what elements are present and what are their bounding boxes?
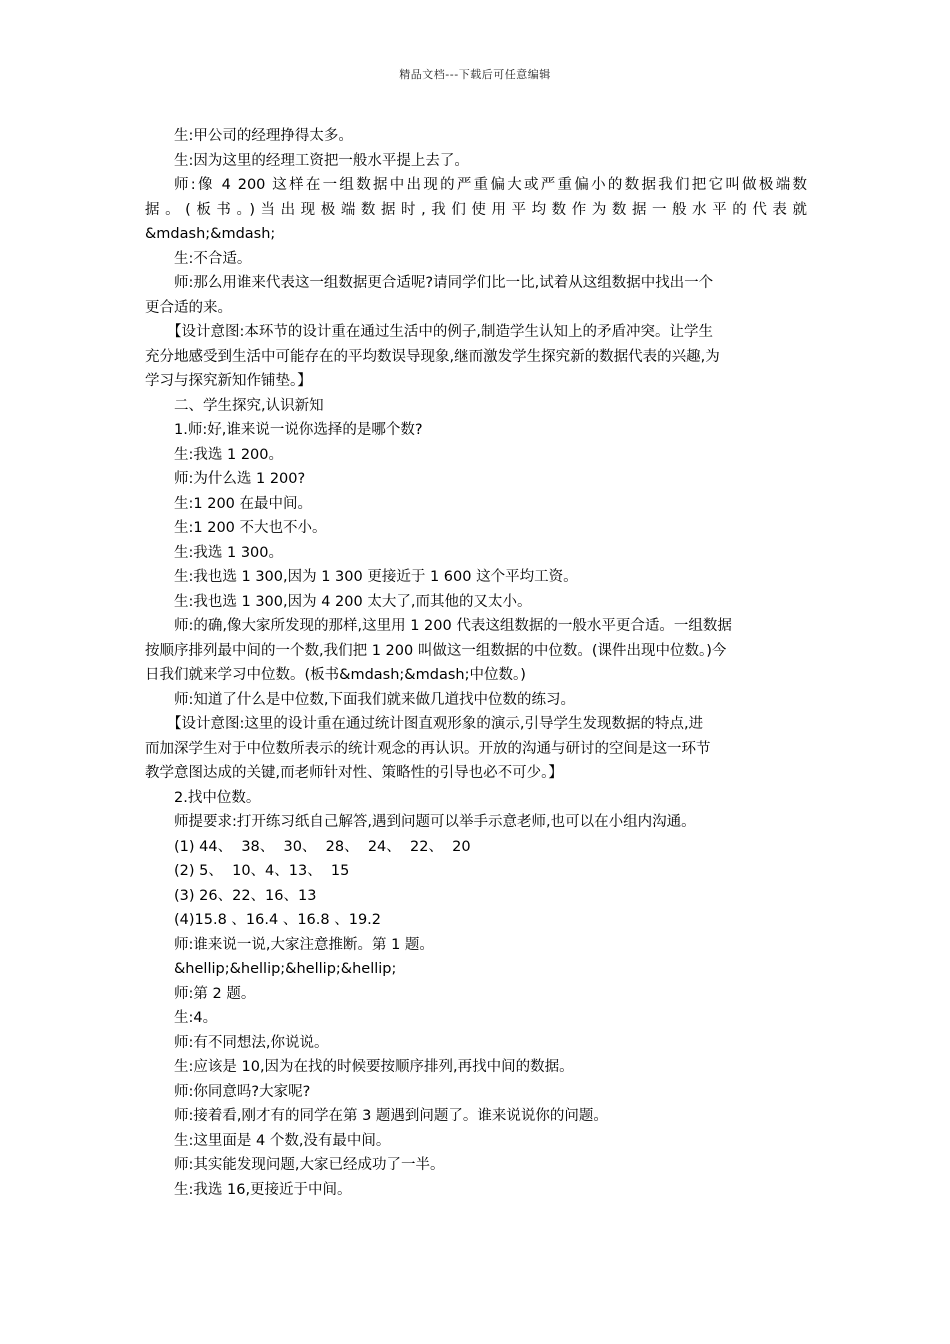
text-line: 更合适的来。: [145, 299, 232, 316]
text-line: 师:的确,像大家所发现的那样,这里用 1 200 代表这组数据的一般水平更合适。一组数据: [174, 618, 732, 634]
design-intent-line: 教学意图达成的关键,而老师针对性、策略性的引导也必不可少。】: [145, 765, 563, 781]
text-line: 据。(板书。)当出现极端数据时,我们使用平均数作为数据一般水平的代表就: [145, 201, 807, 218]
text-line: 生:我选 1 200。: [174, 446, 284, 463]
text-line: 师提要求:打开练习纸自己解答,遇到问题可以举手示意老师,也可以在小组内沟通。: [174, 814, 696, 830]
text-line: 生:4。: [174, 1010, 218, 1026]
document-body: [145, 124, 807, 1202]
section-heading: 二、学生探究,认识新知: [174, 397, 324, 414]
text-line: 生:我选 16,更接近于中间。: [174, 1181, 352, 1198]
design-intent-line: 而加深学生对于中位数所表示的统计观念的再认识。开放的沟通与研讨的空间是这一环节: [145, 740, 711, 757]
text-line: &hellip;&hellip;&hellip;&hellip;: [174, 961, 397, 977]
section-heading: 2.找中位数。: [174, 789, 261, 806]
text-line: 师:接着看,刚才有的同学在第 3 题遇到问题了。谁来说说你的问题。: [174, 1108, 608, 1124]
design-intent-line: 学习与探究新知作铺垫。】: [145, 373, 312, 389]
text-line: &mdash;&mdash;: [145, 226, 276, 242]
page-header: 精品文档---下载后可任意编辑: [399, 68, 551, 81]
text-line: 生:因为这里的经理工资把一般水平提上去了。: [174, 152, 469, 169]
text-line: 师:第 2 题。: [174, 985, 256, 1002]
text-line: 生:我也选 1 300,因为 4 200 太大了,而其他的又太小。: [174, 593, 532, 610]
text-line: 生:1 200 不大也不小。: [174, 520, 327, 536]
exercise-item: (3) 26、22、16、13: [174, 887, 317, 904]
text-line: 生:我选 1 300。: [174, 544, 284, 561]
text-line: 师:谁来说一说,大家注意推断。第 1 题。: [174, 936, 434, 953]
text-line: 师:为什么选 1 200?: [174, 471, 306, 487]
text-line: 生:这里面是 4 个数,没有最中间。: [174, 1132, 391, 1149]
text-line: 师:其实能发现问题,大家已经成功了一半。: [174, 1157, 445, 1173]
text-line: 日我们就来学习中位数。(板书&mdash;&mdash;中位数。): [145, 667, 526, 683]
exercise-item: (1) 44、 38、 30、 28、 24、 22、 20: [174, 838, 471, 855]
text-line: 师:你同意吗?大家呢?: [174, 1083, 311, 1100]
exercise-item: (2) 5、 10、4、13、 15: [174, 863, 350, 879]
text-line: 1.师:好,谁来说一说你选择的是哪个数?: [174, 422, 423, 438]
text-line: 师:知道了什么是中位数,下面我们就来做几道找中位数的练习。: [174, 691, 575, 708]
text-line: 按顺序排列最中间的一个数,我们把 1 200 叫做这一组数据的中位数。(课件出现中位数。)今: [145, 642, 727, 659]
text-line: 师:有不同想法,你说说。: [174, 1034, 329, 1051]
design-intent-line: 充分地感受到生活中可能存在的平均数误导现象,继而激发学生探究新的数据代表的兴趣,为: [145, 348, 720, 365]
text-line: 师:像 4 200 这样在一组数据中出现的严重偏大或严重偏小的数据我们把它叫做极端数: [174, 177, 807, 193]
text-line: 生:应该是 10,因为在找的时候要按顺序排列,再找中间的数据。: [174, 1059, 574, 1075]
exercise-item: (4)15.8 、16.4 、16.8 、19.2: [174, 912, 382, 928]
text-line: 生:1 200 在最中间。: [174, 495, 313, 512]
text-line: 生:不合适。: [174, 250, 252, 267]
design-intent-line: 【设计意图:本环节的设计重在通过生活中的例子,制造学生认知上的矛盾冲突。让学生: [167, 324, 713, 340]
text-line: 生:我也选 1 300,因为 1 300 更接近于 1 600 这个平均工资。: [174, 569, 578, 585]
text-line: 师:那么用谁来代表这一组数据更合适呢?请同学们比一比,试着从这组数据中找出一个: [174, 275, 714, 291]
design-intent-line: 【设计意图:这里的设计重在通过统计图直观形象的演示,引导学生发现数据的特点,进: [167, 716, 704, 732]
text-line: 生:甲公司的经理挣得太多。: [174, 128, 353, 144]
